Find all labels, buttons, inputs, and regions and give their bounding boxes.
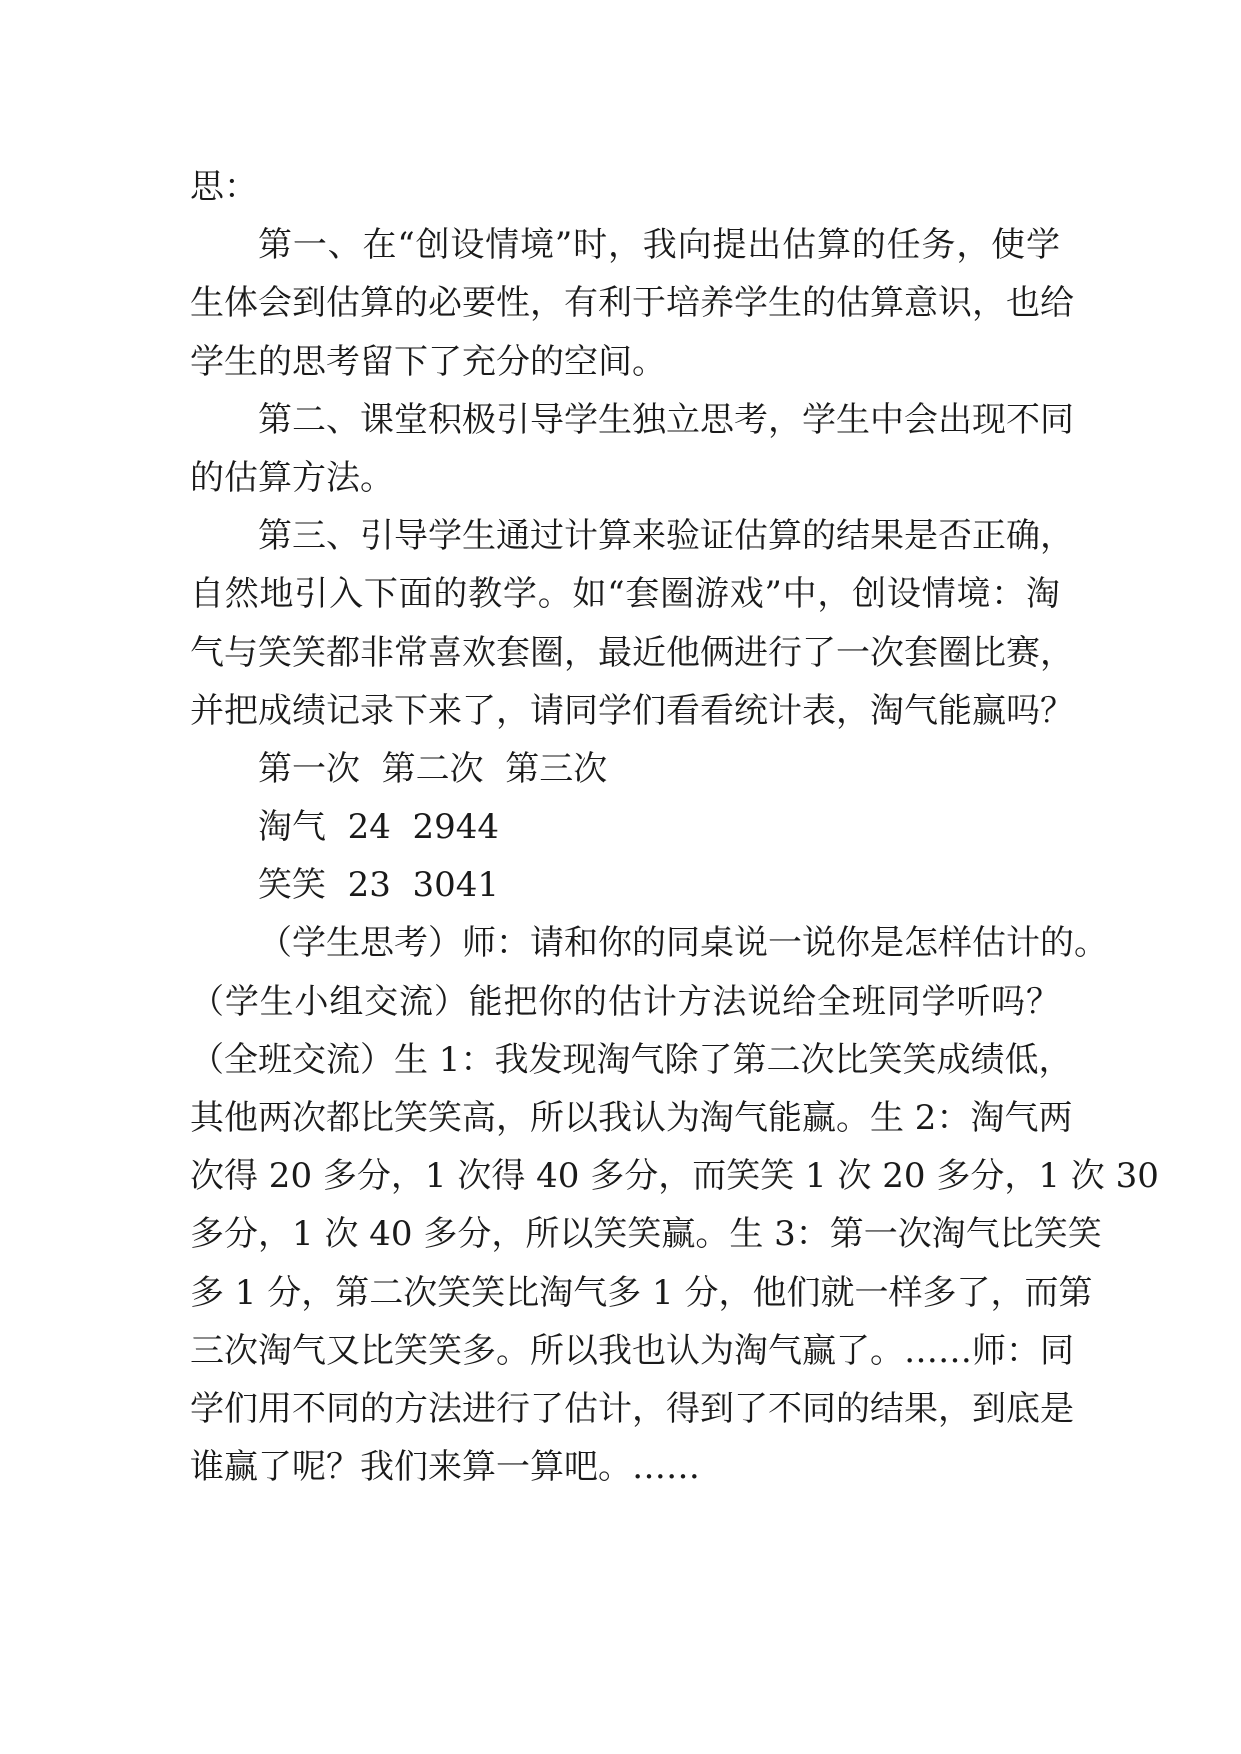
paragraph-first-line: 第二、课堂积极引导学生独立思考，学生中会出现不同 [258,399,1074,440]
text-line: 气与笑笑都非常喜欢套圈，最近他俩进行了一次套圈比赛， [190,632,1074,673]
text-line: 三次淘气又比笑笑多。所以我也认为淘气赢了。……师：同 [190,1330,1074,1371]
text-line: 学生的思考留下了充分的空间。 [190,341,666,382]
text-line: 思： [190,167,258,207]
text-line: 其他两次都比笑笑高，所以我认为淘气能赢。生 2：淘气两 [190,1098,1073,1138]
text-line: 谁赢了呢？我们来算一算吧。…… [190,1447,700,1488]
paragraph-first-line: 第一、在“创设情境”时，我向提出估算的任务，使学 [258,225,1060,266]
text-line: 学们用不同的方法进行了估计，得到了不同的结果，到底是 [190,1388,1074,1429]
table-header-line: 第一次 第二次 第三次 [258,748,608,789]
text-line: （全班交流）生 1：我发现淘气除了第二次比笑笑成绩低， [190,1039,1073,1080]
text-line: 次得 20 多分，1 次得 40 多分，而笑笑 1 次 20 多分，1 次 30 [190,1156,1159,1197]
table-row-line: 淘气 24 2944 [258,807,500,848]
text-line: 多 1 分，第二次笑笑比淘气多 1 分，他们就一样多了，而第 [190,1272,1093,1313]
paragraph-first-line: 第三、引导学生通过计算来验证估算的结果是否正确， [258,516,1074,557]
document-page [190,158,1159,1496]
text-line: 的估算方法。 [190,457,394,498]
text-line: 多分，1 次 40 多分，所以笑笑赢。生 3：第一次淘气比笑笑 [190,1214,1102,1255]
text-line: 自然地引入下面的教学。如“套圈游戏”中，创设情境：淘 [190,574,1060,615]
text-line: 生体会到估算的必要性，有利于培养学生的估算意识，也给 [190,283,1074,324]
text-line: （学生小组交流）能把你的估计方法说给全班同学听吗？ [190,981,1060,1022]
paragraph-first-line: （学生思考）师：请和你的同桌说一说你是怎样估计的。 [258,923,1108,964]
text-line: 并把成绩记录下来了，请同学们看看统计表，淘气能赢吗？ [190,690,1074,731]
table-row-line: 笑笑 23 3041 [258,865,500,906]
